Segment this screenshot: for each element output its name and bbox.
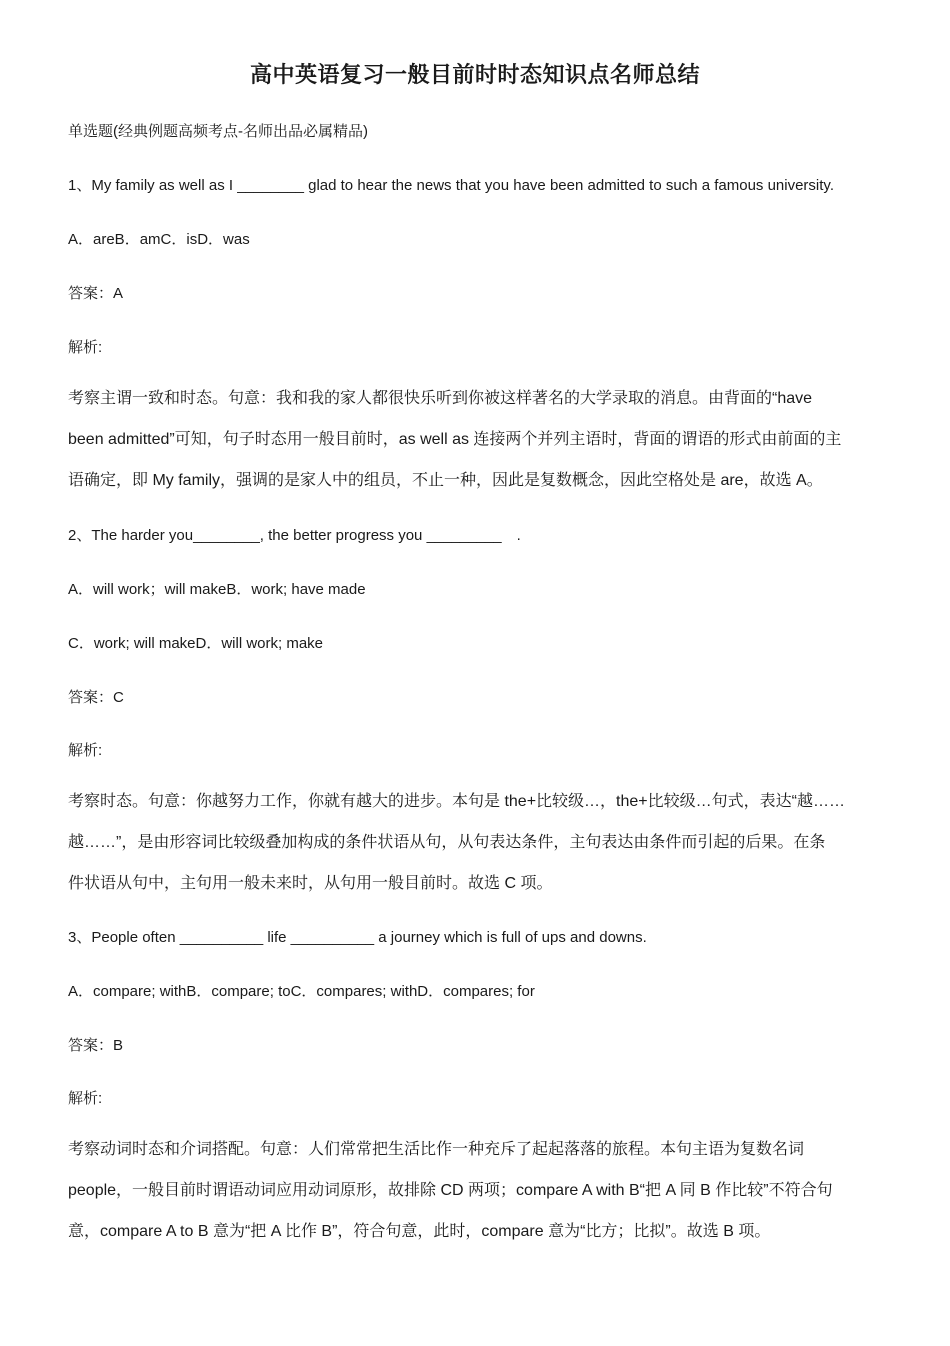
analysis-line: been admitted”可知，句子时态用一般目前时，as well as 连接两个并列主语时，背面的谓语的形式由前面的主 xyxy=(68,431,842,448)
question-2-options-2: C．work; will makeD．will work; make xyxy=(68,635,324,652)
question-2-analysis-label: 解析: xyxy=(68,742,103,759)
question-3-options: A．compare; withB．compare; toC．compares; withD．compares; for xyxy=(68,983,535,1000)
question-2-answer: 答案：C xyxy=(68,689,124,706)
page-title: 高中英语复习一般目前时时态知识点名师总结 xyxy=(249,62,700,87)
question-3-analysis-label: 解析: xyxy=(68,1090,103,1107)
analysis-line: 考察主谓一致和时态。句意：我和我的家人都很快乐听到你被这样著名的大学录取的消息。由背面的“have xyxy=(68,390,813,407)
analysis-line: 件状语从句中，主句用一般未来时，从句用一般目前时。故选 C 项。 xyxy=(68,875,553,892)
analysis-line: 越……”，是由形容词比较级叠加构成的条件状语从句，从句表达条件，主句表达由条件而引起的后果。在条 xyxy=(68,834,826,851)
analysis-line: 考察时态。句意：你越努力工作，你就有越大的进步。本句是 the+比较级…，the+比较级…句式，表达“越…… xyxy=(68,793,845,810)
analysis-line: 意，compare A to B 意为“把 A 比作 B”，符合句意，此时，compare 意为“比方；比拟”。故选 B 项。 xyxy=(68,1223,771,1240)
question-1-options: A．areB．amC．isD．was xyxy=(68,231,250,248)
question-3-stem: 3、People often __________ life __________ a journey which is full of ups and downs. xyxy=(68,929,647,946)
question-3-answer: 答案：B xyxy=(68,1037,124,1054)
question-2-options-1: A．will work；will makeB．work; have made xyxy=(68,581,366,598)
question-3-analysis xyxy=(68,1129,883,1252)
question-2-analysis xyxy=(68,781,883,904)
analysis-line: people，一般目前时谓语动词应用动词原形，故排除 CD 两项；compare A with B“把 A 同 B 作比较”不符合句 xyxy=(68,1182,833,1199)
question-2-stem: 2、The harder you________, the better progress you _________ . xyxy=(68,527,521,544)
section-subtitle: 单选题(经典例题高频考点-名师出品必属精品) xyxy=(68,123,368,140)
question-1-analysis-label: 解析: xyxy=(68,339,103,356)
question-1-stem: 1、My family as well as I ________ glad to hear the news that you have been admitted to such a famous university. xyxy=(68,177,834,194)
analysis-line: 考察动词时态和介词搭配。句意：人们常常把生活比作一种充斥了起起落落的旅程。本句主语为复数名词 xyxy=(68,1141,805,1158)
question-1-analysis xyxy=(68,378,883,501)
analysis-line: 语确定，即 My family，强调的是家人中的组员，不止一种，因此是复数概念，因此空格处是 are，故选 A。 xyxy=(68,472,823,489)
question-1-answer: 答案：A xyxy=(68,285,124,302)
